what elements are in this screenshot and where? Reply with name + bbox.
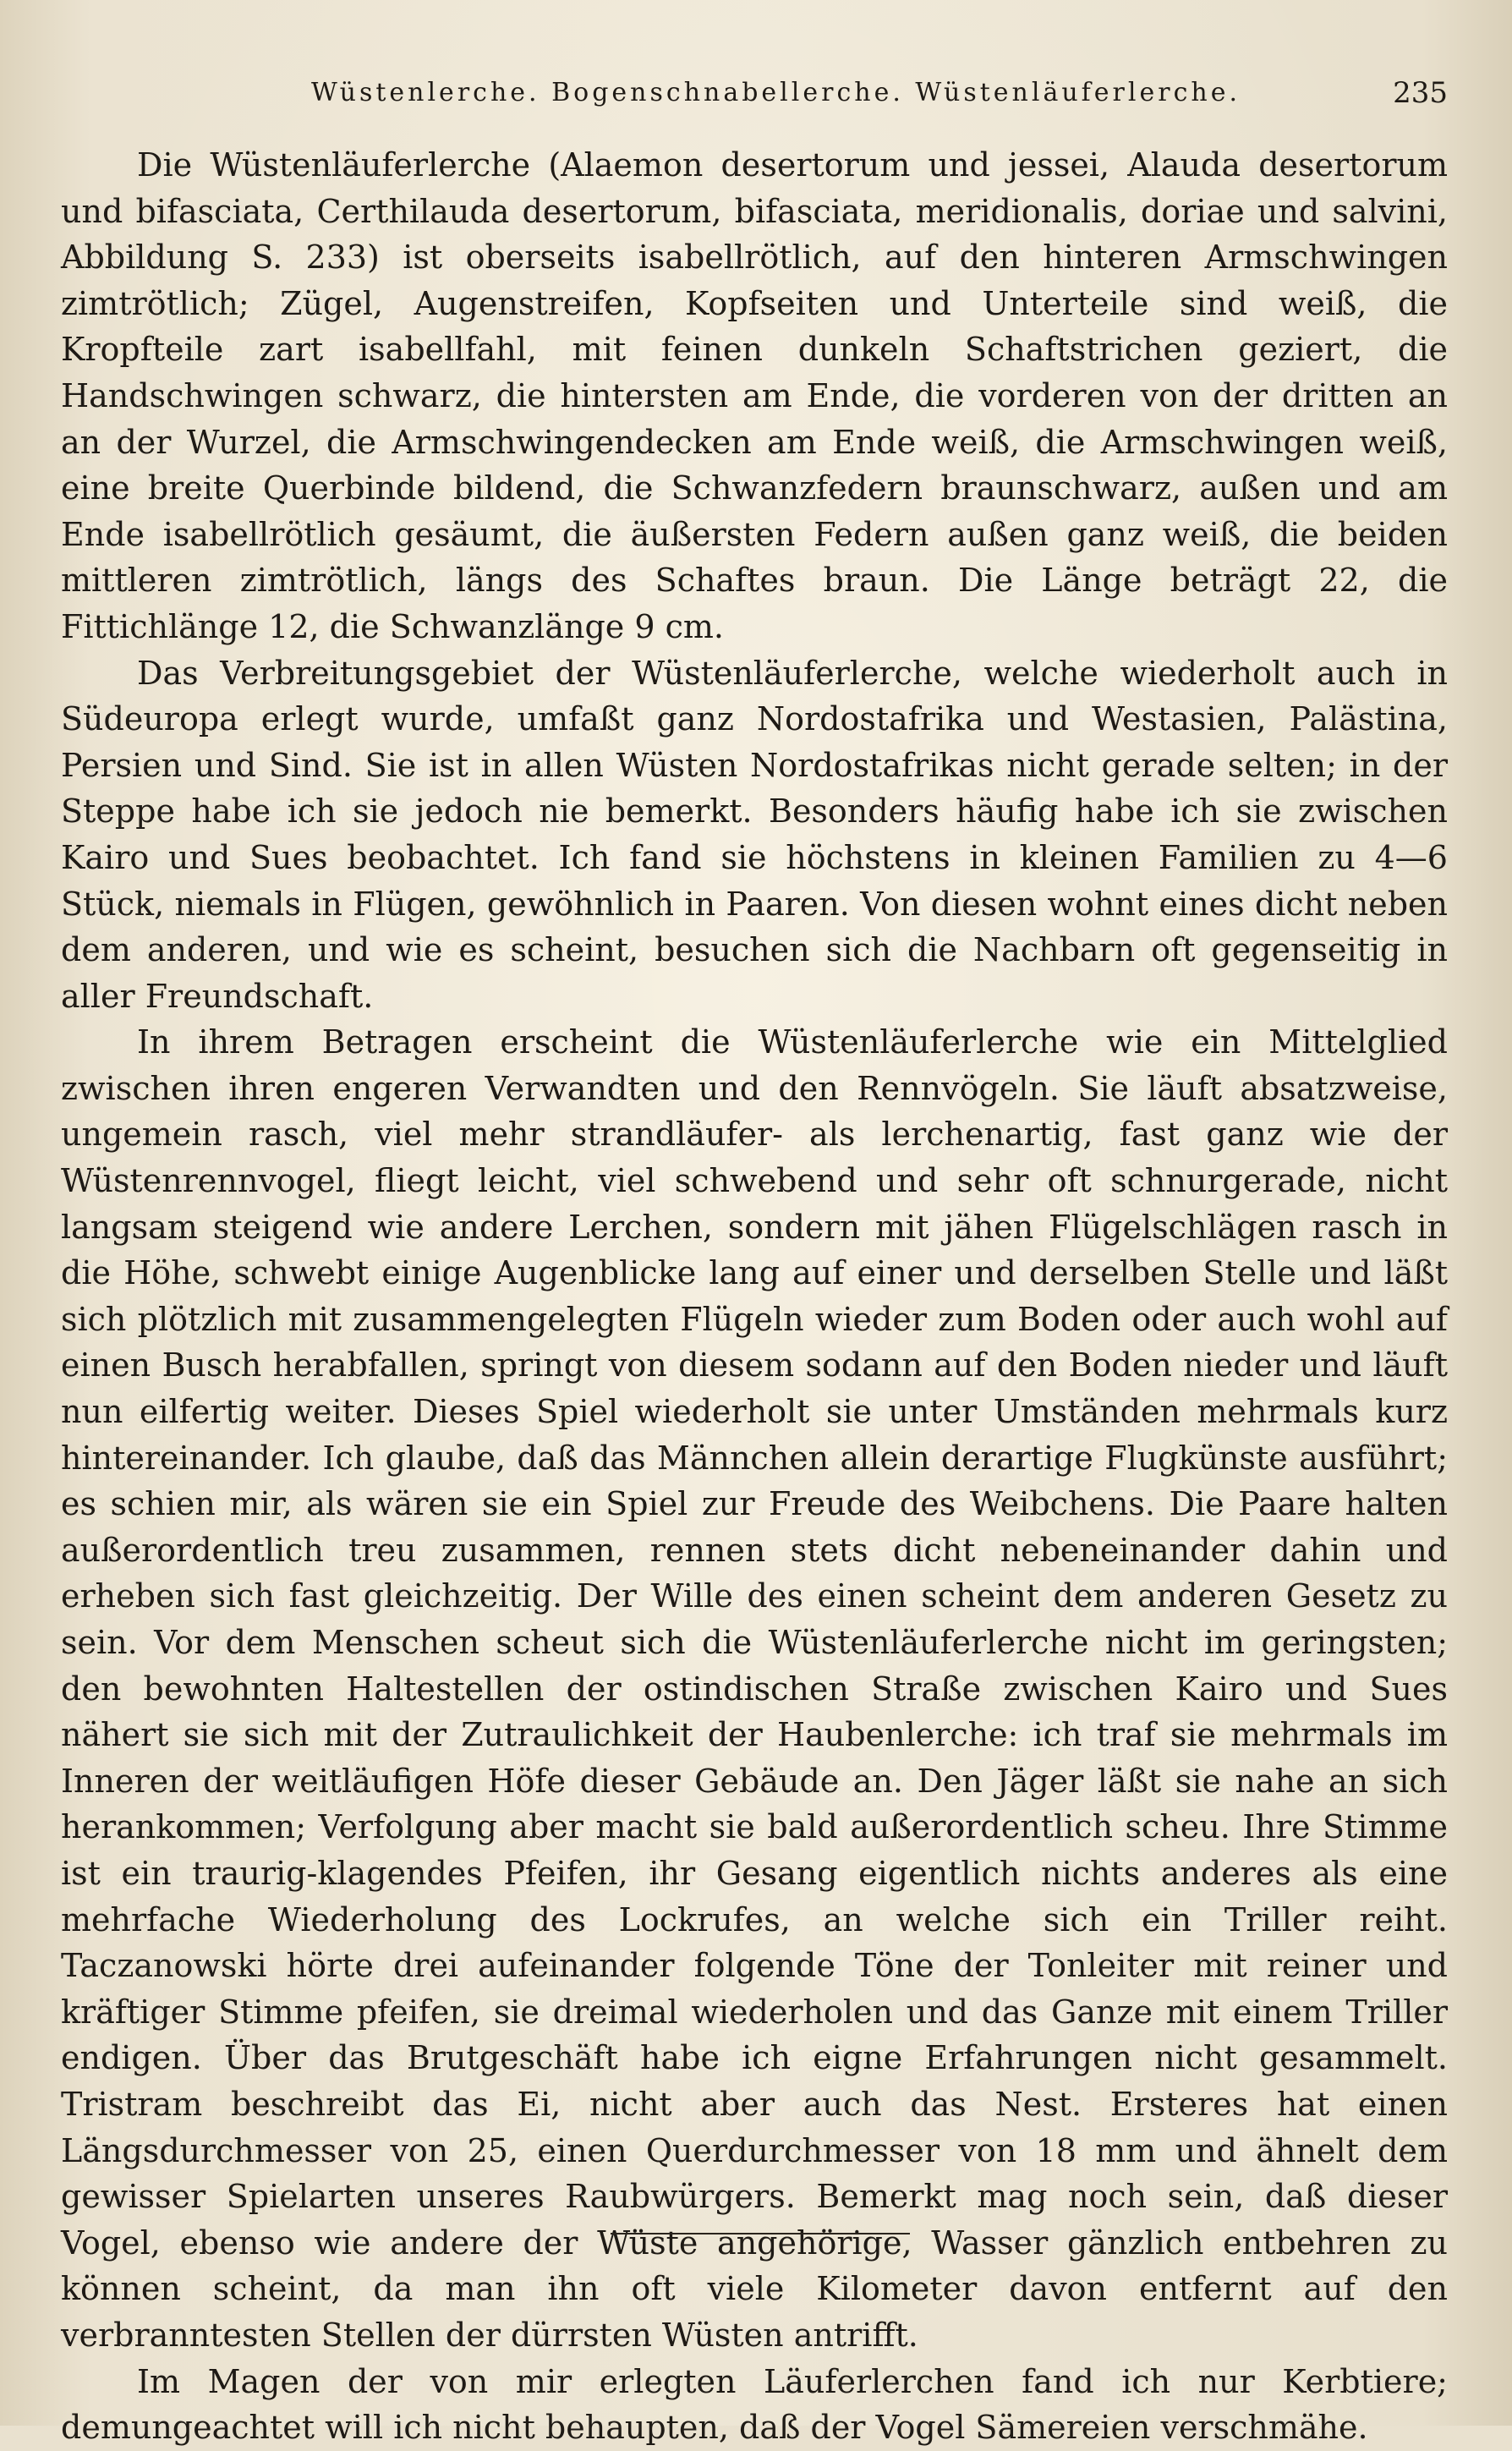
paragraph-distribution: Das Verbreitungsgebiet der Wüstenläuferlerche, welche wiederholt auch in Südeuropa erlegt wurde, umfaßt ganz Nordostafrika und Westasien, Palästina, Persien und Sind. Sie ist in allen Wüsten Nordostafrikas nicht gerade selten; in der Steppe habe ich sie jedoch nie bemerkt. Besonders häufig habe ich sie zwischen Kairo und Sues beobachtet. Ich fand sie höchstens in kleinen Familien zu 4—6 Stück, niemals in Flügen, gewöhnlich in Paaren. Von diesen wohnt eines dicht neben dem anderen, und wie es scheint, besuchen sich die Nachbarn oft gegenseitig in aller Freundschaft. [61, 654, 1448, 1015]
body-text [61, 142, 1448, 2451]
paragraph-description: Die Wüstenläuferlerche (Alaemon desertorum und jessei, Alauda desertorum und bifasciata, Certhilauda desertorum, bifasciata, meridionalis, doriae und salvini, Abbildung S. 233) ist oberseits isabellrötlich, auf den hinteren Armschwingen zimtrötlich; Zügel, Augenstreifen, Kopfseiten und Unterteile sind weiß, die Kropfteile zart isabellfahl, mit feinen dunkeln Schaftstrichen geziert, die Handschwingen schwarz, die hintersten am Ende, die vorderen von der dritten an an der Wurzel, die Armschwingendecken am Ende weiß, die Armschwingen weiß, eine breite Querbinde bildend, die Schwanzfedern braunschwarz, außen und am Ende isabellrötlich gesäumt, die äußersten Federn außen ganz weiß, die beiden mittleren zimtrötlich, längs des Schaftes braun. Die Länge beträgt 22, die Fittichlänge 12, die Schwanzlänge 9 cm. [61, 146, 1448, 645]
end-rule [611, 2233, 910, 2234]
page-number: 235 [1393, 76, 1448, 110]
paragraph-diet: Im Magen der von mir erlegten Läuferlerchen fand ich nur Kerbtiere; demungeachtet will ich nicht behaupten, daß der Vogel Sämereien verschmähe. [61, 2362, 1448, 2447]
paragraph-behavior: In ihrem Betragen erscheint die Wüstenläuferlerche wie ein Mittelglied zwischen ihren engeren Verwandten und den Rennvögeln. Sie läuft absatzweise, ungemein rasch, viel mehr strandläufer- als lerchenartig, fast ganz wie der Wüstenrennvogel, fliegt leicht, viel schwebend und sehr oft schnurgerade, nicht langsam steigend wie andere Lerchen, sondern mit jähen Flügelschlägen rasch in die Höhe, schwebt einige Augenblicke lang auf einer und derselben Stelle und läßt sich plötzlich mit zusammengelegten Flügeln wieder zum Boden oder auch wohl auf einen Busch herabfallen, springt von diesem sodann auf den Boden nieder und läuft nun eilfertig weiter. Dieses Spiel wiederholt sie unter Umständen mehrmals kurz hintereinander. Ich glaube, daß das Männchen allein derartige Flugkünste ausführt; es schien mir, als wären sie ein Spiel zur Freude des Weibchens. Die Paare halten außerordentlich treu zusammen, rennen stets dicht nebeneinander dahin und erheben sich fast gleichzeitig. Der Wille des einen scheint dem anderen Gesetz zu sein. Vor dem Menschen scheut sich die Wüstenläuferlerche nicht im geringsten; den bewohnten Haltestellen der ostindischen Straße zwischen Kairo und Sues nähert sie sich mit der Zutraulichkeit der Haubenlerche: ich traf sie mehrmals im Inneren der weitläufigen Höfe dieser Gebäude an. Den Jäger läßt sie nahe an sich herankommen; Verfolgung aber macht sie bald außerordentlich scheu. Ihre Stimme ist ein traurig-klagendes Pfeifen, ihr Gesang eigentlich nichts anderes als eine mehrfache Wiederholung des Lockrufes, an welche sich ein Triller reiht. Taczanowski hörte drei aufeinander folgende Töne der Tonleiter mit reiner und kräftiger Stimme pfeifen, sie dreimal wiederholen und das Ganze mit einem Triller endigen. Über das Brutgeschäft habe ich eigne Erfahrungen nicht gesammelt. Tristram beschreibt das Ei, nicht aber auch das Nest. Ersteres hat einen Längsdurchmesser von 25, einen Querdurchmesser von 18 mm und ähnelt dem gewisser Spielarten unseres Raubwürgers. Bemerkt mag noch sein, daß dieser Vogel, ebenso wie andere der Wüste angehörige, Wasser gänzlich entbehren zu können scheint, da man ihn oft viele Kilometer davon entfernt auf den verbranntesten Stellen der dürrsten Wüsten antrifft. [61, 1023, 1448, 2354]
running-head: Wüstenlerche. Bogenschnabellerche. Wüstenläuferlerche. [311, 78, 1241, 107]
